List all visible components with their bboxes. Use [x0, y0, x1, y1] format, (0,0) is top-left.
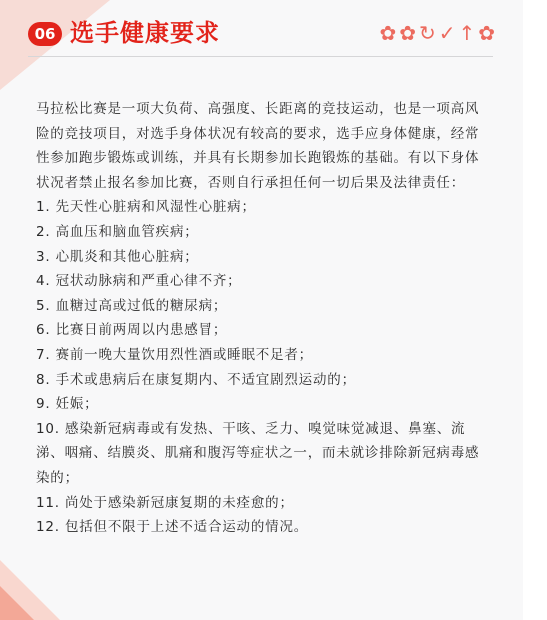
right-margin	[523, 0, 547, 620]
requirement-item-11: 11. 尚处于感染新冠康复期的未痊愈的；	[36, 494, 294, 511]
requirement-item-10: 10. 感染新冠病毒或有发热、干咳、乏力、嗅觉味觉减退、鼻塞、流涕、咽痛、结膜炎、肌痛和腹泻等症状之一，而未就诊排除新冠病毒感染的；	[36, 420, 480, 486]
header-decoration: ✿✿↻✓↑✿	[379, 21, 498, 45]
requirement-item-5: 5. 血糖过高或过低的糖尿病；	[36, 297, 228, 314]
requirements-text	[36, 97, 484, 540]
requirement-item-9: 9. 妊娠；	[36, 396, 99, 413]
section-number-badge: 06	[28, 22, 62, 46]
requirement-item-8: 8. 手术或患病后在康复期内、不适宜剧烈运动的；	[36, 371, 356, 388]
intro-paragraph: 马拉松比赛是一项大负荷、高强度、长距离的竞技运动，也是一项高风险的竞技项目，对选手身体状况有较高的要求，选手应身体健康，经常性参加跑步锻炼或训练，并具有长期参加长跑锻炼的基础。有以下身体状况者禁止报名参加比赛，否则自行承担任何一切后果及法律责任：	[36, 101, 480, 191]
requirement-item-4: 4. 冠状动脉病和严重心律不齐；	[36, 273, 242, 290]
requirements-list	[36, 195, 484, 539]
requirement-item-1: 1. 先天性心脏病和风湿性心脏病；	[36, 199, 256, 216]
bottom-left-corner-accent	[0, 586, 34, 620]
requirement-item-2: 2. 高血压和脑血管疾病；	[36, 223, 199, 240]
section-title: 选手健康要求	[70, 19, 220, 47]
requirement-item-3: 3. 心肌炎和其他心脏病；	[36, 248, 199, 265]
header-divider	[28, 56, 493, 57]
requirement-item-6: 6. 比赛日前两周以内患感冒；	[36, 322, 228, 339]
requirement-item-12: 12. 包括但不限于上述不适合运动的情况。	[36, 519, 309, 536]
section-header	[28, 16, 498, 52]
requirement-item-7: 7. 赛前一晚大量饮用烈性酒或睡眠不足者；	[36, 346, 313, 363]
